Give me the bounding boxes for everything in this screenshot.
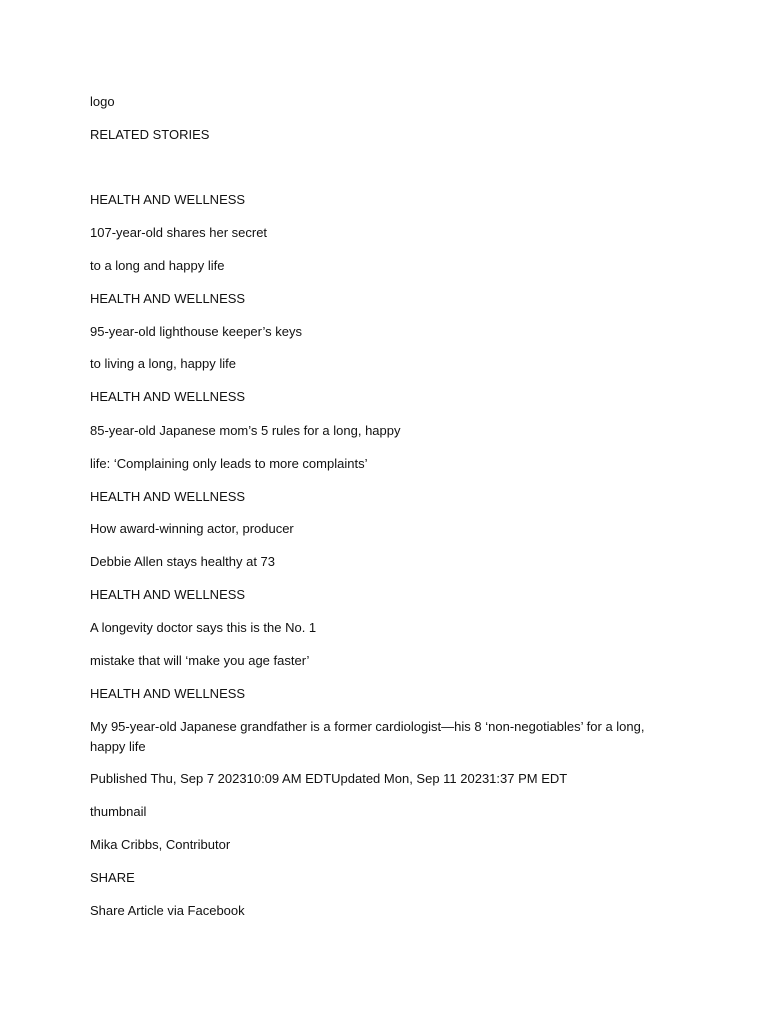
related-story-category[interactable]: HEALTH AND WELLNESS [90, 389, 246, 404]
share-label: SHARE [90, 870, 135, 885]
related-story-title-line[interactable]: A longevity doctor says this is the No. 1 [90, 620, 317, 635]
related-story-title-line[interactable]: to a long and happy life [90, 258, 225, 273]
related-story-title-line[interactable]: Debbie Allen stays healthy at 73 [90, 554, 276, 569]
related-story-title-line[interactable]: life: ‘Complaining only leads to more complaints’ [90, 456, 368, 471]
related-story-title-line[interactable]: 107-year-old shares her secret [90, 225, 268, 240]
related-story-category[interactable]: HEALTH AND WELLNESS [90, 587, 246, 602]
related-story-title-line[interactable]: 85-year-old Japanese mom’s 5 rules for a long, happy [90, 423, 401, 438]
logo[interactable]: logo [90, 94, 115, 109]
author-byline[interactable]: Mika Cribbs, Contributor [90, 837, 231, 852]
related-story-category[interactable]: HEALTH AND WELLNESS [90, 192, 246, 207]
article-timestamp: Published Thu, Sep 7 202310:09 AM EDTUpdated Mon, Sep 11 20231:37 PM EDT [90, 771, 568, 786]
related-story-title-line[interactable]: to living a long, happy life [90, 356, 236, 371]
related-story-title-line[interactable]: 95-year-old lighthouse keeper’s keys [90, 324, 302, 339]
related-story-category[interactable]: HEALTH AND WELLNESS [90, 489, 246, 504]
share-facebook-link[interactable]: Share Article via Facebook [90, 903, 245, 918]
article-category[interactable]: HEALTH AND WELLNESS [90, 686, 246, 701]
author-thumbnail: thumbnail [90, 804, 147, 819]
related-story-title-line[interactable]: How award-winning actor, producer [90, 521, 294, 536]
related-story-category[interactable]: HEALTH AND WELLNESS [90, 291, 246, 306]
related-stories-heading: RELATED STORIES [90, 127, 210, 142]
article-headline: My 95-year-old Japanese grandfather is a former cardiologist—his 8 ‘non-negotiables’ for a long, happy life [90, 719, 645, 754]
related-story-title-line[interactable]: mistake that will ‘make you age faster’ [90, 653, 310, 668]
